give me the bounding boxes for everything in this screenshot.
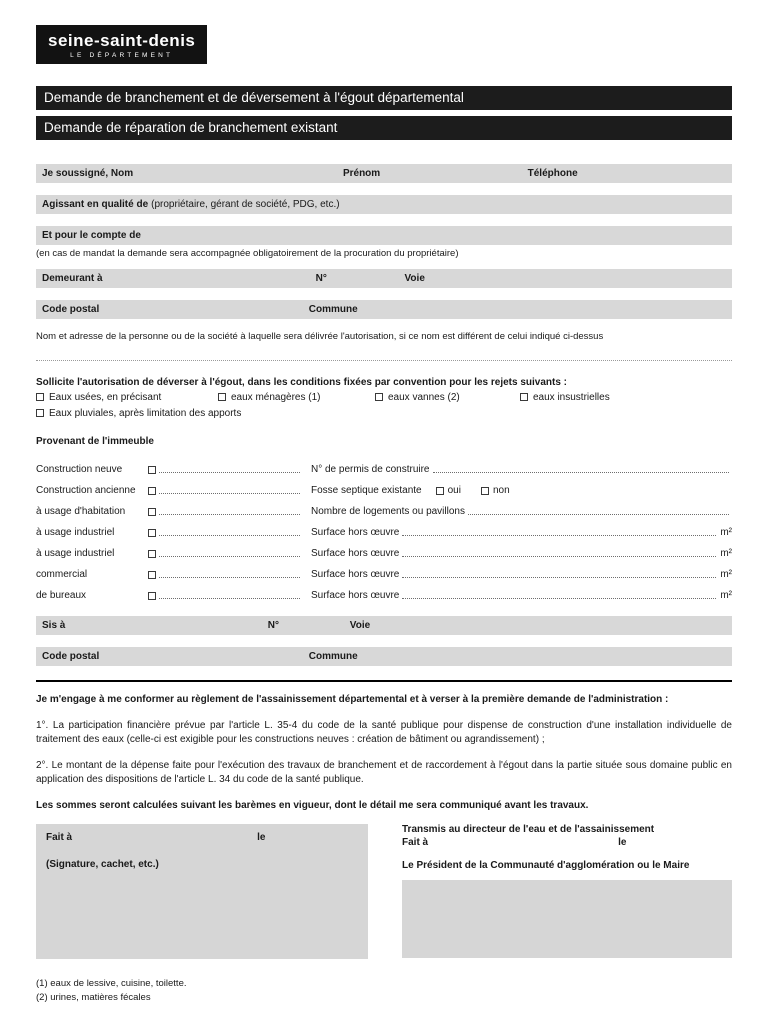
- section-divider: [36, 680, 732, 682]
- dotted-leader: [159, 577, 300, 578]
- building-row-checkarea: [148, 508, 303, 516]
- title-bar-reparation: Demande de réparation de branchement existant: [36, 116, 732, 140]
- label-code-postal: Code postal: [42, 304, 100, 315]
- field-home-postal[interactable]: [36, 300, 732, 319]
- label-le: le: [257, 832, 266, 843]
- checkbox-eaux-usees[interactable]: [36, 393, 44, 401]
- option-eaux-vannes: [375, 392, 520, 403]
- building-row-checkarea: [148, 529, 303, 537]
- building-row-label: Construction ancienne: [36, 485, 136, 496]
- dotted-leader: [159, 472, 300, 473]
- signature-right-column: [402, 824, 732, 959]
- label-commune: Commune: [308, 304, 358, 315]
- dotted-leader: [402, 535, 716, 536]
- label-voie: Voie: [349, 620, 371, 631]
- building-row-label: Construction neuve: [36, 464, 123, 475]
- engagement-paragraph-2: 2°. Le montant de la dépense faite pour l'exécution des travaux de branchement et de raccordement à l'égout dans la partie située sous domaine public en application des dispositions de l'article L. 34 du code de la santé publique.: [36, 759, 732, 785]
- label-fait-a: Fait à: [402, 837, 429, 848]
- unit-m2: m²: [720, 548, 732, 559]
- building-row-right: [311, 569, 732, 580]
- signature-box-right[interactable]: [402, 880, 732, 958]
- footnote-1: (1) eaux de lessive, cuisine, toilette.: [36, 978, 187, 989]
- building-row-right-label: Surface hors œuvre: [311, 590, 400, 601]
- building-row-right-label: Fosse septique existante: [311, 485, 422, 496]
- label-transmis: Transmis au directeur de l'eau et de l'assainissement: [402, 824, 655, 835]
- field-identity[interactable]: [36, 164, 732, 183]
- mandate-note: (en cas de mandat la demande sera accompagnée obligatoirement de la procuration du propriétaire): [36, 248, 459, 259]
- field-home-address[interactable]: [36, 269, 732, 288]
- building-title: Provenant de l'immeuble: [36, 436, 154, 447]
- option-label: eaux vannes (2): [388, 391, 460, 403]
- checkbox-eaux-pluviales[interactable]: [36, 409, 44, 417]
- checkbox-commercial[interactable]: [148, 571, 156, 579]
- building-row-checkarea: [148, 550, 303, 558]
- unit-m2: m²: [720, 569, 732, 580]
- option-eaux-pluviales: [36, 408, 241, 419]
- building-row-checkarea: [148, 487, 303, 495]
- label-voie: Voie: [404, 273, 425, 284]
- unit-m2: m²: [720, 527, 732, 538]
- dotted-leader: [402, 577, 716, 578]
- building-row-right-label: Surface hors œuvre: [311, 527, 400, 538]
- label-qualite: Agissant en qualité de: [42, 199, 149, 210]
- building-row-label: à usage industriel: [36, 548, 115, 559]
- field-quality[interactable]: [36, 195, 732, 214]
- dotted-leader: [159, 493, 300, 494]
- checkbox-fosse-non[interactable]: [481, 487, 489, 495]
- building-row-usage-industriel-2: [36, 543, 732, 564]
- label-qualite-detail: (propriétaire, gérant de société, PDG, etc.): [151, 199, 340, 210]
- label-president: Le Président de la Communauté d'agglomération ou le Maire: [402, 860, 690, 871]
- building-table: [36, 459, 732, 606]
- building-row-construction-ancienne: [36, 480, 732, 501]
- title-bar-branchement: Demande de branchement et de déversement à l'égout départemental: [36, 86, 732, 110]
- building-row-right: [311, 506, 732, 517]
- engagement-paragraph-1: 1°. La participation financière prévue par l'article L. 35-4 du code de la santé publique pour dispense de construction d'une installation individuelle de traitement des eaux (celle-ci est exigible pour les constructions neuves : création de bâtiment ou agrandissement) ;: [36, 719, 732, 745]
- building-row-right-label: Surface hors œuvre: [311, 569, 400, 580]
- building-row-checkarea: [148, 571, 303, 579]
- option-label: Eaux usées, en précisant: [49, 391, 162, 403]
- building-row-right: [311, 485, 732, 496]
- label-code-postal: Code postal: [42, 651, 100, 662]
- checkbox-bureaux[interactable]: [148, 592, 156, 600]
- label-oui: oui: [447, 485, 461, 496]
- option-eaux-usees: [36, 392, 218, 403]
- dotted-fill-line[interactable]: [36, 360, 732, 361]
- checkbox-eaux-industrielles[interactable]: [520, 393, 528, 401]
- label-sis-a: Sis à: [42, 620, 66, 631]
- logo-title: seine-saint-denis: [48, 31, 196, 50]
- building-row-checkarea: [148, 592, 303, 600]
- label-numero: N°: [315, 273, 327, 284]
- dotted-leader: [468, 514, 729, 515]
- building-row-right: [311, 590, 732, 601]
- building-row-right: [311, 548, 732, 559]
- delegate-note: Nom et adresse de la personne ou de la société à laquelle sera délivrée l'autorisation, si ce nom est différent de celui indiqué ci-dessus: [36, 331, 604, 342]
- checkbox-usage-habitation[interactable]: [148, 508, 156, 516]
- label-telephone: Téléphone: [527, 168, 578, 179]
- checkbox-usage-industriel-2[interactable]: [148, 550, 156, 558]
- signature-box-left[interactable]: [36, 824, 368, 959]
- checkbox-fosse-oui[interactable]: [436, 487, 444, 495]
- building-row-checkarea: [148, 466, 303, 474]
- building-row-right-label: Nombre de logements ou pavillons: [311, 506, 465, 517]
- checkbox-eaux-vannes[interactable]: [375, 393, 383, 401]
- building-row-label: commercial: [36, 569, 88, 580]
- dotted-leader: [433, 472, 730, 473]
- option-label: Eaux pluviales, après limitation des apports: [49, 407, 242, 419]
- spill-options-row2: [36, 406, 732, 420]
- checkbox-usage-industriel-1[interactable]: [148, 529, 156, 537]
- dotted-leader: [402, 556, 716, 557]
- dotted-leader: [402, 598, 716, 599]
- dotted-leader: [159, 598, 300, 599]
- option-label: eaux ménagères (1): [231, 391, 321, 403]
- engagement-intro: Je m'engage à me conformer au règlement de l'assainissement départemental et à verser à la première demande de l'administration :: [36, 694, 669, 705]
- dotted-leader: [159, 535, 300, 536]
- label-fait-a: Fait à: [46, 832, 73, 843]
- building-row-right-label: N° de permis de construire: [311, 464, 430, 475]
- spill-intro: Sollicite l'autorisation de déverser à l'égout, dans les conditions fixées par convention pour les rejets suivants :: [36, 377, 568, 388]
- signature-right-date-row: [402, 837, 732, 848]
- option-eaux-industrielles: [520, 392, 610, 403]
- building-row-usage-industriel-1: [36, 522, 732, 543]
- unit-m2: m²: [720, 590, 732, 601]
- logo: [36, 25, 207, 64]
- option-eaux-menageres: [218, 392, 375, 403]
- label-prenom: Prénom: [342, 168, 381, 179]
- checkbox-construction-ancienne[interactable]: [148, 487, 156, 495]
- label-demeurant: Demeurant à: [42, 273, 103, 284]
- footnotes: [36, 977, 732, 1005]
- signature-note: (Signature, cachet, etc.): [46, 859, 159, 870]
- label-le: le: [618, 837, 627, 848]
- signature-left-date-row: [46, 832, 358, 843]
- building-row-right: [311, 527, 732, 538]
- label-nom: Je soussigné, Nom: [42, 168, 134, 179]
- label-commune: Commune: [308, 651, 358, 662]
- signature-area: [36, 824, 732, 959]
- field-behalf[interactable]: [36, 226, 732, 245]
- engagement-paragraph-3: Les sommes seront calculées suivant les barèmes en vigueur, dont le détail me sera communiqué avant les travaux.: [36, 799, 589, 811]
- checkbox-construction-neuve[interactable]: [148, 466, 156, 474]
- label-numero: N°: [267, 620, 279, 631]
- field-site-address[interactable]: [36, 616, 732, 635]
- building-row-label: à usage d'habitation: [36, 506, 126, 517]
- logo-subtitle: LE DÉPARTEMENT: [70, 52, 174, 59]
- building-row-commercial: [36, 564, 732, 585]
- building-row-bureaux: [36, 585, 732, 606]
- building-row-right: [311, 464, 732, 475]
- dotted-leader: [159, 556, 300, 557]
- building-row-construction-neuve: [36, 459, 732, 480]
- building-row-label: à usage industriel: [36, 527, 115, 538]
- building-row-usage-habitation: [36, 501, 732, 522]
- label-non: non: [492, 485, 510, 496]
- building-row-label: de bureaux: [36, 590, 87, 601]
- footnote-2: (2) urines, matières fécales: [36, 991, 151, 1003]
- building-row-right-label: Surface hors œuvre: [311, 548, 400, 559]
- label-compte-de: Et pour le compte de: [42, 230, 141, 241]
- field-site-postal[interactable]: [36, 647, 732, 666]
- dotted-leader: [159, 514, 300, 515]
- checkbox-eaux-menageres[interactable]: [218, 393, 226, 401]
- option-label: eaux insustrielles: [533, 391, 610, 403]
- spill-options-row1: [36, 390, 732, 404]
